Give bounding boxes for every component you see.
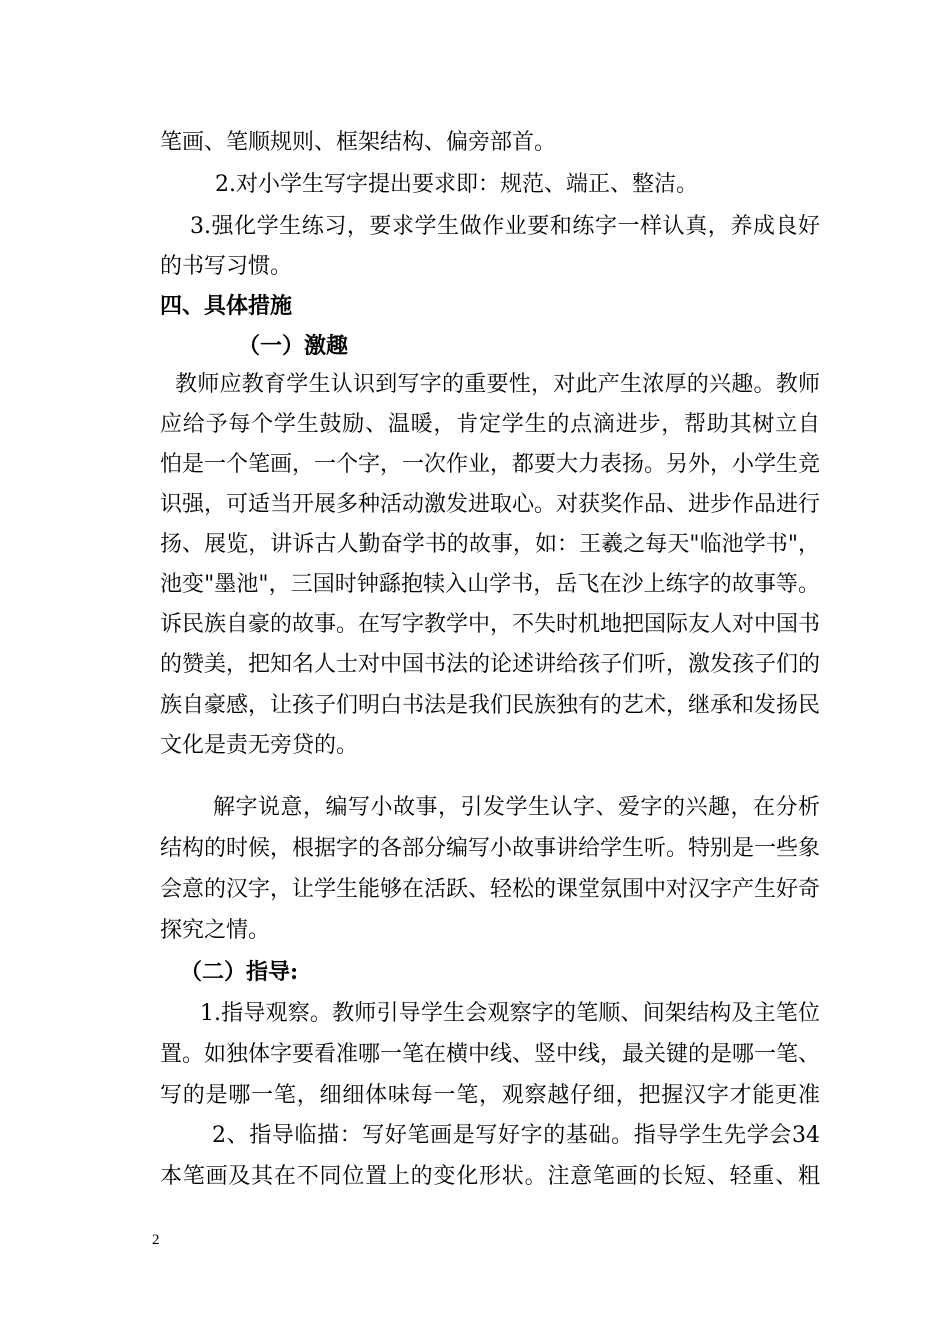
- text-line: 教师应教育学生认识到写字的重要性，对此产生浓厚的兴趣。教师: [175, 372, 820, 397]
- text-line: 3.强化学生练习，要求学生做作业要和练字一样认真，养成良好: [190, 214, 820, 239]
- section-heading: 四、具体措施: [160, 293, 293, 319]
- text-line: 笔画、笔顺规则、框架结构、偏旁部首。: [160, 130, 557, 155]
- text-line: 1.指导观察。教师引导学生会观察字的笔顺、间架结构及主笔位: [200, 1001, 820, 1026]
- text-line: 怕是一个笔画，一个字，一次作业，都要大力表扬。另外，小学生竞: [160, 452, 820, 477]
- text-line: 写的是哪一笔，细细体味每一笔，观察越仔细，把握汉字才能更准: [160, 1083, 820, 1108]
- text-line: 文化是责无旁贷的。: [160, 733, 359, 758]
- subsection-heading: （一）激趣: [238, 333, 349, 359]
- page-number: 2: [152, 1232, 160, 1248]
- text-line: 解字说意，编写小故事，引发学生认字、爱字的兴趣，在分析: [213, 795, 820, 820]
- text-line: 结构的时候，根据字的各部分编写小故事讲给学生听。特别是一些象: [160, 836, 820, 861]
- subsection-heading: （二）指导:: [180, 959, 299, 985]
- text-line: 探究之情。: [160, 918, 271, 943]
- text-line: 会意的汉字，让学生能够在活跃、轻松的课堂氛围中对汉字产生好奇: [160, 877, 820, 902]
- text-line: 的书写习惯。: [160, 254, 293, 279]
- text-line: 池变"墨池"，三国时钟繇抱犊入山学书，岳飞在沙上练字的故事等。: [160, 572, 820, 597]
- text-line: 族自豪感，让孩子们明白书法是我们民族独有的艺术，继承和发扬民: [160, 693, 820, 718]
- text-line: 的赞美，把知名人士对中国书法的论述讲给孩子们听，激发孩子们的: [160, 652, 820, 677]
- text-line: 2、指导临描：写好笔画是写好字的基础。指导学生先学会34: [212, 1123, 820, 1148]
- text-line: 置。如独体字要看准哪一笔在横中线、竖中线，最关键的是哪一笔、: [160, 1042, 820, 1067]
- text-line: 应给予每个学生鼓励、温暖，肯定学生的点滴进步，帮助其树立自: [160, 412, 820, 437]
- text-line: 2.对小学生写字提出要求即：规范、端正、整洁。: [215, 172, 698, 197]
- text-line: 诉民族自豪的故事。在写字教学中，不失时机地把国际友人对中国书: [160, 612, 820, 637]
- text-line: 本笔画及其在不同位置上的变化形状。注意笔画的长短、轻重、粗: [160, 1164, 820, 1189]
- text-line: 识强，可适当开展多种活动激发进取心。对获奖作品、进步作品进行: [160, 492, 820, 517]
- text-line: 扬、展览，讲诉古人勤奋学书的故事，如：王羲之每天"临池学书"，: [160, 532, 820, 557]
